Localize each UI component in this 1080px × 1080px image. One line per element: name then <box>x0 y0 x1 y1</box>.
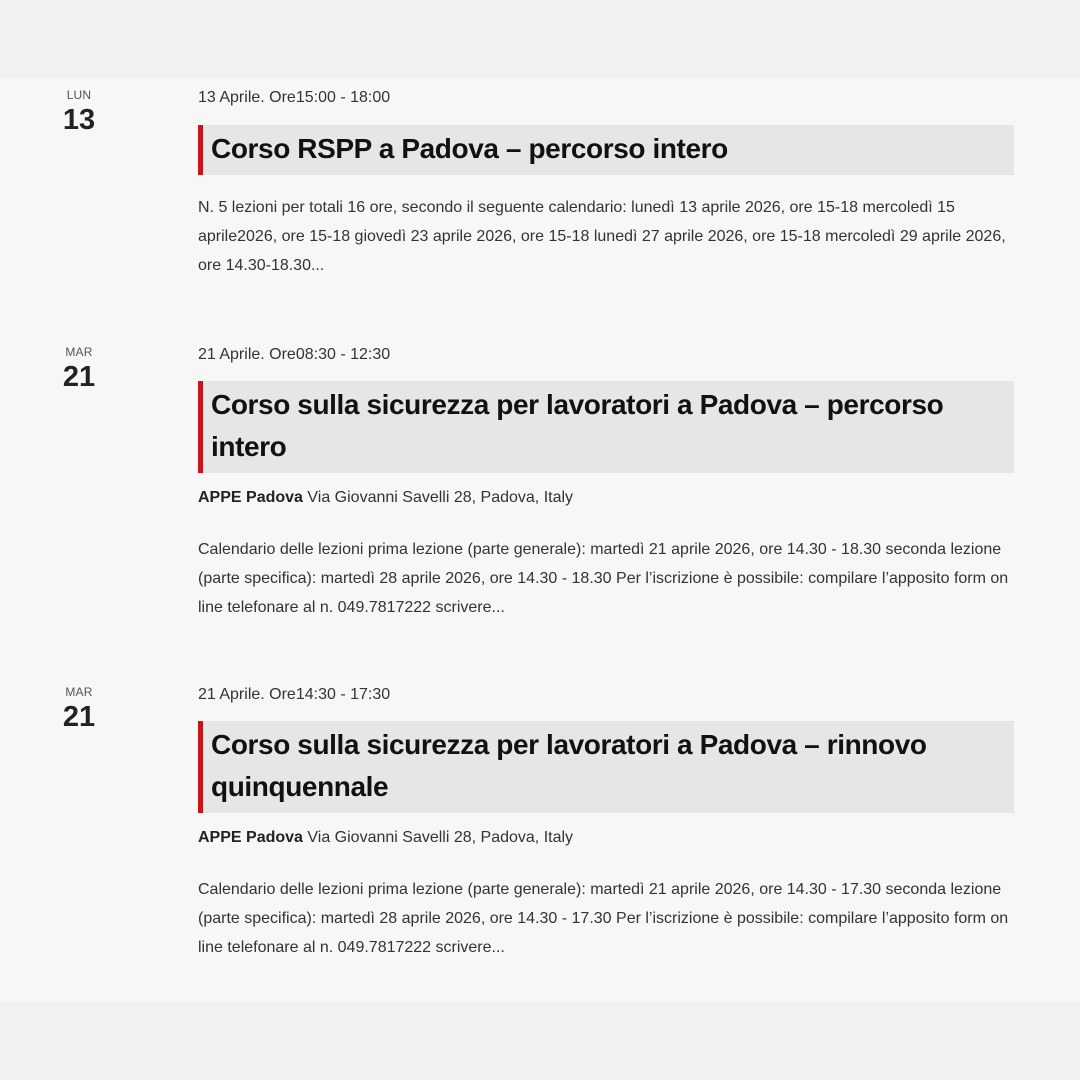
event-day: 21 <box>62 361 96 393</box>
event-time: 13 Aprile. Ore15:00 - 18:00 <box>198 89 391 106</box>
event-weekday: MAR <box>65 685 93 699</box>
event-weekday: LUN <box>66 88 92 102</box>
event-venue <box>198 487 1014 509</box>
event-content <box>198 88 1014 280</box>
venue-name-link[interactable]: APPE Padova <box>198 829 303 846</box>
event-content <box>198 345 1014 622</box>
event-title-box <box>198 125 1014 175</box>
event-venue <box>198 827 1014 849</box>
events-list <box>0 78 1080 1002</box>
event-date <box>40 685 118 734</box>
event-title-box <box>198 721 1014 813</box>
venue-address: Via Giovanni Savelli 28, Padova, Italy <box>307 489 574 506</box>
event-day: 21 <box>62 701 96 733</box>
event-content <box>198 685 1014 962</box>
event-day: 13 <box>62 104 96 136</box>
event-title-link[interactable]: Corso sulla sicurezza per lavoratori a Padova – rinnovo quinquennale <box>211 729 927 802</box>
event-title-box <box>198 381 1014 473</box>
event-date <box>40 345 118 394</box>
event-weekday: MAR <box>65 345 93 359</box>
event-title-link[interactable]: Corso sulla sicurezza per lavoratori a Padova – percorso intero <box>211 389 944 462</box>
venue-address: Via Giovanni Savelli 28, Padova, Italy <box>307 829 574 846</box>
event-time: 21 Aprile. Ore08:30 - 12:30 <box>198 346 391 363</box>
event-excerpt: Calendario delle lezioni prima lezione (parte generale): martedì 21 aprile 2026, ore 14.30 - 17.30 seconda lezione (parte specifica): martedì 28 aprile 2026, ore 14.30 - 17.30 Per l’iscrizione è possibile: compilare l’apposito form on line telefonare al n. 049.7817222 scrivere... <box>198 881 1009 956</box>
event-date <box>40 88 118 137</box>
event-excerpt: Calendario delle lezioni prima lezione (parte generale): martedì 21 aprile 2026, ore 14.30 - 18.30 seconda lezione (parte specifica): martedì 28 aprile 2026, ore 14.30 - 18.30 Per l’iscrizione è possibile: compilare l’apposito form on line telefonare al n. 049.7817222 scrivere... <box>198 541 1009 616</box>
event-title-link[interactable]: Corso RSPP a Padova – percorso intero <box>211 133 728 164</box>
event-time: 21 Aprile. Ore14:30 - 17:30 <box>198 686 391 703</box>
venue-name-link[interactable]: APPE Padova <box>198 489 303 506</box>
event-excerpt: N. 5 lezioni per totali 16 ore, secondo il seguente calendario: lunedì 13 aprile 2026, ore 15-18 mercoledì 15 aprile2026, ore 15-18 giovedì 23 aprile 2026, ore 15-18 lunedì 27 aprile 2026, ore 15-18 mercoledì 29 aprile 2026, ore 14.30-18.30... <box>198 199 1006 274</box>
